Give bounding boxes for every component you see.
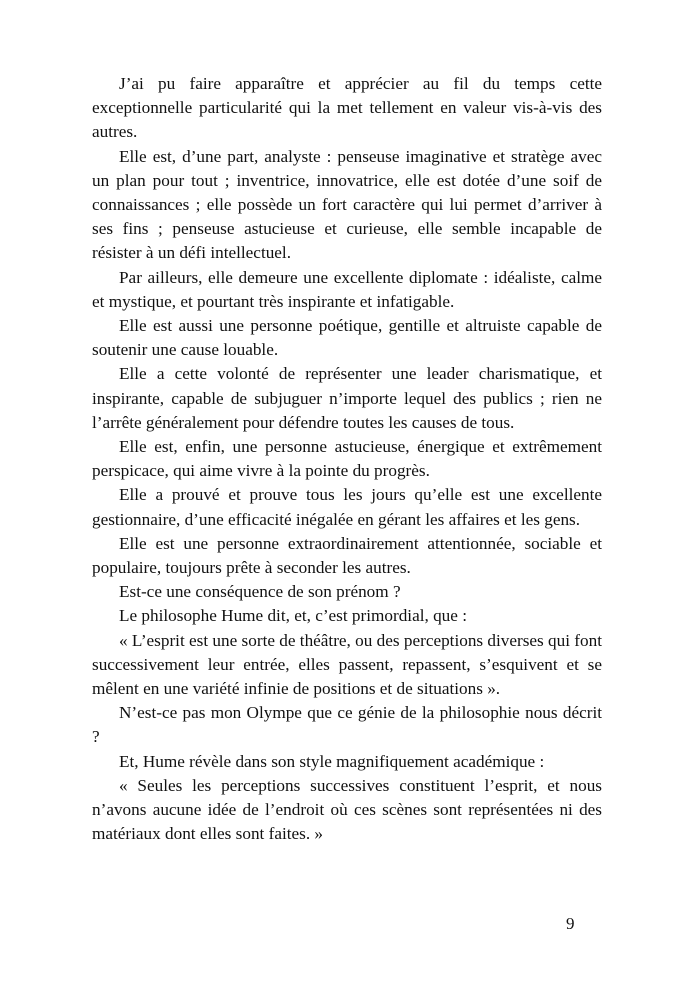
paragraph: Elle est aussi une personne poétique, gentille et altruiste capable de soutenir une cause louable. bbox=[92, 316, 602, 360]
body-text bbox=[92, 72, 602, 847]
paragraph: Le philosophe Hume dit, et, c’est primordial, que : bbox=[119, 606, 467, 626]
paragraph: Elle est, enfin, une personne astucieuse, énergique et extrêmement perspicace, qui aime vivre à la pointe du progrès. bbox=[92, 437, 602, 481]
paragraph: Elle a cette volonté de représenter une leader charismatique, et inspirante, capable de subjuguer n’importe lequel des publics ; rien ne l’arrête généralement pour défendre toutes les causes de tous. bbox=[92, 364, 602, 432]
quote-paragraph: « Seules les perceptions successives constituent l’esprit, et nous n’avons aucune idée de l’endroit où ces scènes sont représentées ni des matériaux dont elles sont faites. » bbox=[92, 775, 602, 844]
paragraph: N’est-ce pas mon Olympe que ce génie de la philosophie nous décrit ? bbox=[92, 703, 602, 747]
paragraph: J’ai pu faire apparaître et apprécier au fil du temps cette exceptionnelle particularité qui la met tellement en valeur vis-à-vis des autres. bbox=[92, 74, 602, 142]
quote-paragraph: « L’esprit est une sorte de théâtre, ou des perceptions diverses qui font successivement leur entrée, elles passent, repassent, s’esquivent et se mêlent en une variété infinie de positions et de situations ». bbox=[92, 630, 602, 699]
paragraph: Elle est, d’une part, analyste : penseuse imaginative et stratège avec un plan pour tout ; inventrice, innovatrice, elle est dotée d’une soif de connaissances ; elle possède un fort caractère qui lui permet d’arriver à ses fins ; penseuse astucieuse et curieuse, elle semble incapable de résister à un défi intellectuel. bbox=[92, 146, 602, 263]
paragraph: Est-ce une conséquence de son prénom ? bbox=[119, 582, 401, 602]
paragraph: Elle est une personne extraordinairement attentionnée, sociable et populaire, toujours prête à seconder les autres. bbox=[92, 533, 602, 578]
paragraph: Et, Hume révèle dans son style magnifiquement académique : bbox=[119, 751, 545, 771]
paragraph: Elle a prouvé et prouve tous les jours qu’elle est une excellente gestionnaire, d’une efficacité inégalée en gérant les affaires et les gens. bbox=[92, 485, 602, 529]
page-number: 9 bbox=[566, 914, 575, 933]
paragraph: Par ailleurs, elle demeure une excellente diplomate : idéaliste, calme et mystique, et pourtant très inspirante et infatigable. bbox=[92, 267, 602, 311]
